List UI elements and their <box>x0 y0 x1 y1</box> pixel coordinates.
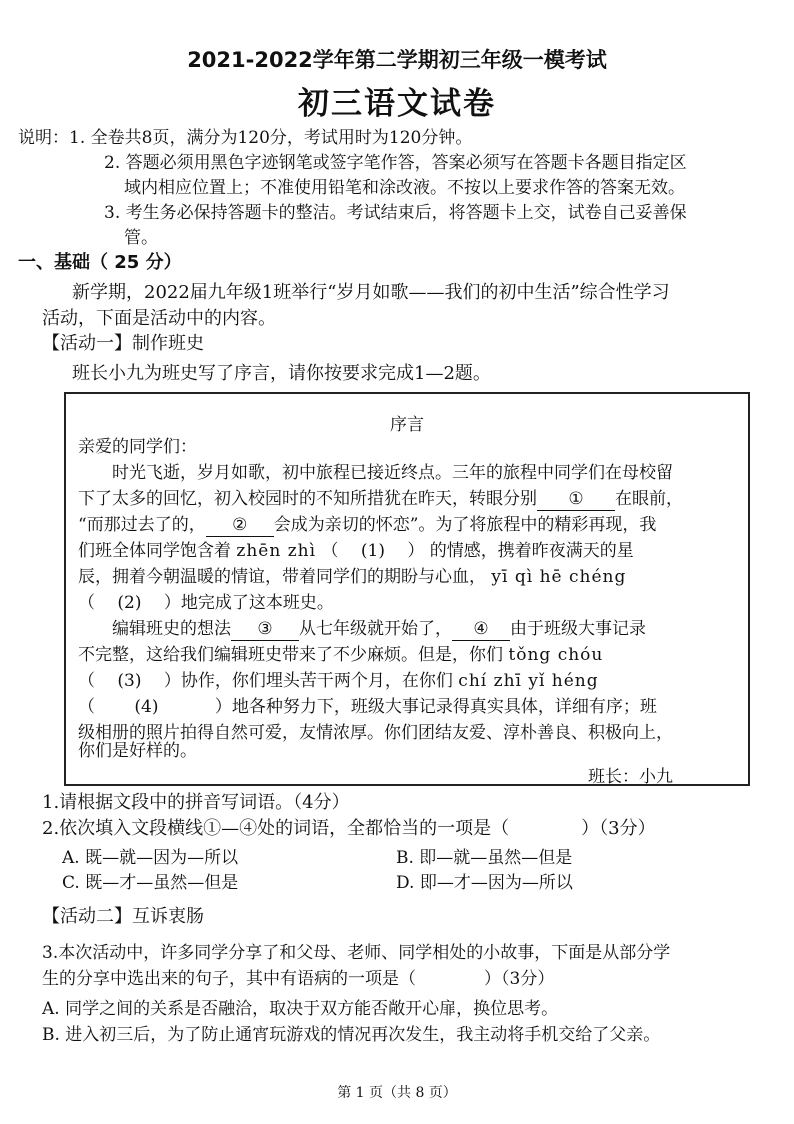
preface-text: 的情感，携着昨夜满天的星 <box>429 541 634 561</box>
question-3-line-1: 3.本次活动中，许多同学分享了和父母、老师、同学相处的小故事，下面是从部分学 <box>42 943 671 963</box>
section-intro-1: 新学期，2022届九年级1班举行“岁月如歌——我们的初中生活”综合性学习 <box>72 282 670 303</box>
answer-paren-4: （ (4) ） <box>78 697 232 717</box>
preface-line: 级相册的照片拍得自然可爱，友情浓厚。你们团结友爱、淳朴善良、积极向上， <box>78 723 673 743</box>
preface-text: 由于班级大事记录 <box>510 619 646 639</box>
preface-line: 时光飞逝，岁月如歌，初中旅程已接近终点。三年的旅程中同学们在母校留 <box>112 463 673 483</box>
option-2b: B. 即—就—虽然—但是 <box>396 848 573 868</box>
section-intro-2: 活动，下面是活动中的内容。 <box>42 308 276 329</box>
preface-title: 序言 <box>390 415 424 435</box>
preface-line <box>78 488 683 511</box>
preface-line <box>78 644 603 666</box>
task-instruction: 班长小九为班史写了序言，请你按要求完成1—2题。 <box>72 363 491 384</box>
preface-text: 在眼前， <box>615 489 683 509</box>
preface-text: 不完整，这给我们编辑班史带来了不少麻烦。但是，你们 <box>78 645 503 665</box>
activity-2-heading: 【活动二】互诉衷肠 <box>42 906 204 927</box>
preface-line: 你们是好样的。 <box>78 741 197 761</box>
pinyin-4: chí zhī yǐ héng <box>458 671 599 691</box>
pinyin-1: zhēn zhì <box>236 541 317 561</box>
option-2c: C. 既—才—虽然—但是 <box>62 873 239 893</box>
preface-greeting: 亲爱的同学们： <box>78 437 197 457</box>
note-2b: 域内相应位置上；不准使用铅笔和涂改液。不按以上要求作答的答案无效。 <box>124 178 685 198</box>
question-3-line-2: 生的分享中选出来的句子，其中有语病的一项是（ ）（3分） <box>42 969 555 989</box>
preface-line <box>78 592 334 614</box>
answer-blank-2: ② <box>206 514 274 537</box>
question-2: 2.依次填入文段横线①—④处的词语，全都恰当的一项是（ ）（3分） <box>42 818 656 839</box>
preface-text: “而那过去了的， <box>78 515 206 535</box>
exam-title: 2021-2022学年第二学期初三年级一模考试 <box>187 48 607 72</box>
preface-line <box>78 540 634 562</box>
activity-1-heading: 【活动一】制作班史 <box>42 333 204 354</box>
answer-paren-1: （ (1) ） <box>321 541 425 561</box>
answer-blank-3: ③ <box>231 618 299 641</box>
pinyin-2: yī qì hē chéng <box>491 567 627 587</box>
option-3b: B. 进入初三后，为了防止通宵玩游戏的情况再次发生，我主动将手机交给了父亲。 <box>42 1025 661 1045</box>
preface-text: 协作，你们埋头苦干两个月，在你们 <box>180 671 453 691</box>
preface-line <box>78 566 626 588</box>
question-1: 1.请根据文段中的拼音写词语。（4分） <box>42 792 350 813</box>
section-heading: 一、基础（ 25 分） <box>18 252 182 273</box>
note-3a: 3. 考生务必保持答题卡的整洁。考试结束后，将答题卡上交，试卷自己妥善保 <box>104 203 687 223</box>
preface-text: 地各种努力下，班级大事记录得真实具体，详细有序；班 <box>231 697 657 717</box>
preface-line <box>112 618 646 641</box>
preface-text: 下了太多的回忆，初入校园时的不知所措犹在昨天，转眼分别 <box>78 489 537 509</box>
option-2d: D. 即—才—因为—所以 <box>396 873 573 893</box>
answer-blank-4: ④ <box>452 618 510 641</box>
preface-line <box>78 670 599 692</box>
preface-text: 编辑班史的想法 <box>112 619 231 639</box>
preface-text: 从七年级就开始了， <box>299 619 452 639</box>
preface-text: 会成为亲切的怀恋”。为了将旅程中的精彩再现，我 <box>273 515 657 535</box>
note-2a: 2. 答题必须用黑色字迹钢笔或签字笔作答，答案必须写在答题卡各题目指定区 <box>104 153 687 173</box>
answer-blank-1: ① <box>537 488 615 511</box>
preface-text: 辰，拥着今朝温暖的情谊，带着同学们的期盼与心血， <box>78 567 486 587</box>
answer-paren-3: （ (3) ） <box>78 671 181 691</box>
notes-label: 说明： <box>18 128 69 148</box>
preface-line <box>78 514 656 537</box>
note-1: 1. 全卷共8页，满分为120分，考试用时为120分钟。 <box>69 128 473 148</box>
answer-paren-2: （ (2) ） <box>78 593 181 613</box>
preface-text: 地完成了这本班史。 <box>180 593 334 613</box>
option-3a: A. 同学之间的关系是否融洽，取决于双方能否敞开心扉，换位思考。 <box>42 999 559 1019</box>
paper-title: 初三语文试卷 <box>298 86 496 122</box>
preface-signature: 班长：小九 <box>588 767 673 787</box>
note-3b: 管。 <box>124 228 158 248</box>
pinyin-3: tǒng chóu <box>508 645 604 665</box>
preface-line <box>78 696 657 718</box>
preface-text: 们班全体同学饱含着 <box>78 541 231 561</box>
page-footer: 第 1 页（共 8 页） <box>337 1085 457 1101</box>
notes-row-1 <box>18 127 472 149</box>
option-2a: A. 既—就—因为—所以 <box>62 848 239 868</box>
